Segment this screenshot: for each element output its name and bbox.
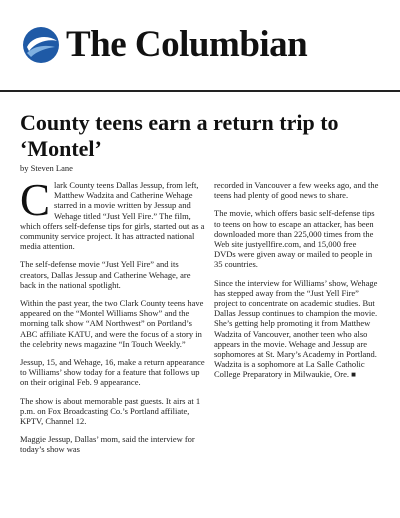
- masthead-rule: [0, 90, 400, 92]
- article-paragraph: recorded in Vancouver a few weeks ago, and the teens had plenty of good news to share.: [214, 180, 379, 201]
- columbian-logo-icon: [21, 25, 61, 65]
- masthead-title: The Columbian: [66, 24, 308, 65]
- article-paragraph: Within the past year, the two Clark County teens have appeared on the “Montel Williams Show” and the morning talk show “AM Northwest” on Portland’s ABC affiliate KATU, and were the focus of a story in the celebrity news magazine “In Touch Weekly.”: [20, 298, 204, 349]
- article-paragraph: The show is about memorable past guests. It airs at 1 p.m. on Fox Broadcasting Co.’s Portland affiliate, KPTV, Channel 12.: [20, 395, 201, 427]
- article-column-left: [20, 175, 206, 463]
- article-paragraph: The movie, which offers basic self-defense tips to teens on how to escape an attacker, has been downloaded more than 225,000 times from the Web site justyellfire.com, and 15,000 free DVDs were given away or mailed to people in 35 countries.: [214, 208, 375, 270]
- end-mark-icon: ■: [351, 370, 356, 380]
- article-paragraph: [20, 175, 206, 252]
- masthead: [0, 0, 400, 92]
- drop-cap: C: [20, 175, 51, 225]
- article-headline: County teens earn a return trip to ‘Montel’: [20, 110, 339, 161]
- article-column-right: [214, 180, 380, 389]
- article-paragraph: Maggie Jessup, Dallas’ mom, said the interview for today’s show was: [20, 434, 195, 455]
- paragraph-text: lark County teens Dallas Jessup, from left, Matthew Wadzita and Catherine Wehage starred in a movie written by Jessup and Wehage titled “Just Yell Fire.” The film, which offers self-defense tips for girls, started out as a community service project. It has attracted national media attention.: [20, 180, 205, 252]
- article-paragraph: [214, 278, 380, 381]
- article-byline: by Steven Lane: [20, 163, 73, 173]
- article-paragraph: The self-defense movie “Just Yell Fire” and its creators, Dallas Jessup and Catherine Wehage, are back in the national spotlight.: [20, 259, 191, 290]
- paragraph-text: Since the interview for Williams’ show, Wehage has stepped away from the “Just Yell Fire” project to concentrate on academic studies. But Dallas Jessup continues to champion the movie. She’s getting help promoting it from Matthew Wadzita of Vancouver, another teen who also appears in the movie. Wehage and Jessup are sophomores at St. Mary’s Academy in Portland. Wadzita is a sophomore at La Salle Catholic College Preparatory in Milwaukie, Ore.: [214, 277, 378, 380]
- article-paragraph: Jessup, 15, and Wehage, 16, make a return appearance to Williams’ show today for a feature that follows up on their original Feb. 9 appearance.: [20, 357, 205, 388]
